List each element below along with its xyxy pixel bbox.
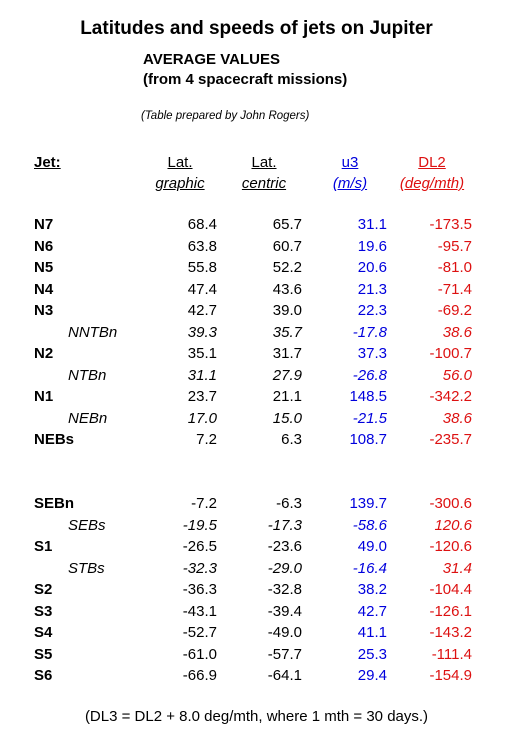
- header-u3-bottom: (m/s): [332, 175, 368, 192]
- table-row: [0, 388, 513, 410]
- jet-name: N4: [34, 280, 54, 298]
- lat-graphic-value: 31.1: [187, 366, 217, 384]
- table-row: [0, 324, 513, 346]
- table-row: [0, 216, 513, 238]
- dl2-value: -111.4: [431, 645, 472, 663]
- lat-centric-value: -39.4: [267, 602, 302, 620]
- lat-centric-value: 39.0: [272, 302, 302, 319]
- jet-name: S6: [34, 667, 53, 684]
- lat-graphic-value: 42.7: [187, 302, 217, 319]
- dl2-value: -120.6: [429, 538, 472, 555]
- lat-centric-value: -64.1: [267, 667, 302, 684]
- lat-centric-value: 43.6: [272, 280, 302, 298]
- dl2-value: -100.7: [429, 345, 472, 362]
- lat-centric-value: 65.7: [272, 216, 302, 233]
- u3-value: 108.7: [349, 431, 387, 448]
- table-row: [0, 624, 513, 646]
- table-row: [0, 560, 513, 582]
- subtitle-average: AVERAGE VALUES: [143, 51, 280, 68]
- header-lat-centric-top: Lat.: [251, 154, 277, 171]
- lat-graphic-value: 23.7: [187, 388, 217, 405]
- lat-graphic-value: -43.1: [182, 602, 217, 620]
- u3-value: 38.2: [357, 581, 387, 598]
- header-u3-top: u3: [341, 154, 359, 171]
- u3-value: 29.4: [357, 667, 387, 684]
- header-lat-graphic-top: Lat.: [167, 154, 193, 171]
- credit-line: (Table prepared by John Rogers): [141, 110, 310, 122]
- lat-centric-value: -49.0: [267, 624, 302, 641]
- jet-name: S3: [34, 602, 53, 620]
- dl2-value: -126.1: [429, 602, 472, 620]
- dl2-value: -300.6: [429, 495, 472, 512]
- lat-graphic-value: -61.0: [182, 645, 217, 663]
- table-row: [0, 259, 513, 281]
- dl2-value: -71.4: [437, 280, 472, 298]
- lat-graphic-value: -19.5: [182, 516, 217, 534]
- jet-name: S1: [34, 538, 53, 555]
- lat-graphic-value: 63.8: [187, 237, 217, 255]
- dl2-value: -154.9: [429, 667, 472, 684]
- lat-graphic-value: -52.7: [182, 624, 217, 641]
- footnote: (DL3 = DL2 + 8.0 deg/mth, where 1 mth = 30 days.): [84, 708, 429, 725]
- lat-centric-value: 31.7: [272, 345, 302, 362]
- dl2-value: 38.6: [442, 409, 472, 427]
- table-row: [0, 538, 513, 560]
- jet-name: SEBn: [34, 495, 75, 512]
- subtitle-missions: (from 4 spacecraft missions): [143, 71, 348, 88]
- lat-graphic-value: 39.3: [187, 323, 217, 341]
- table-row: [0, 603, 513, 625]
- header-dl2-bottom: (deg/mth): [399, 175, 465, 192]
- table-row: [0, 238, 513, 260]
- table-row: [0, 431, 513, 453]
- u3-value: 139.7: [349, 495, 387, 512]
- table-row: [0, 667, 513, 689]
- u3-value: -17.8: [352, 323, 387, 341]
- lat-graphic-value: 17.0: [187, 409, 217, 427]
- lat-graphic-value: -7.2: [191, 495, 217, 512]
- dl2-value: -104.4: [429, 581, 472, 598]
- u3-value: -21.5: [352, 409, 387, 427]
- dl2-value: -173.5: [429, 216, 472, 233]
- table-row: [0, 581, 513, 603]
- table-row: [0, 345, 513, 367]
- table-row: [0, 517, 513, 539]
- lat-graphic-value: -26.5: [182, 538, 217, 555]
- jet-name: N3: [34, 302, 54, 319]
- lat-graphic-value: -32.3: [182, 559, 217, 577]
- jet-name: NNTBn: [68, 323, 118, 341]
- lat-graphic-value: -36.3: [182, 581, 217, 598]
- dl2-value: -95.7: [437, 237, 472, 255]
- u3-value: -58.6: [352, 516, 387, 534]
- dl2-value: -81.0: [437, 259, 472, 276]
- jet-name: NEBn: [68, 409, 108, 427]
- dl2-value: 31.4: [442, 559, 472, 577]
- u3-value: 22.3: [357, 302, 387, 319]
- dl2-value: -69.2: [437, 302, 472, 319]
- lat-centric-value: 27.9: [272, 366, 302, 384]
- u3-value: 148.5: [349, 388, 387, 405]
- table-row: [0, 302, 513, 324]
- jet-name: STBs: [68, 559, 105, 577]
- jet-name: N5: [34, 259, 54, 276]
- u3-value: -16.4: [352, 559, 387, 577]
- lat-centric-value: 60.7: [272, 237, 302, 255]
- lat-centric-value: 21.1: [272, 388, 302, 405]
- lat-centric-value: -32.8: [267, 581, 302, 598]
- header-lat-graphic-bottom: graphic: [155, 175, 205, 192]
- table-row: [0, 495, 513, 517]
- table-row: [0, 367, 513, 389]
- lat-centric-value: 15.0: [272, 409, 302, 427]
- header-jet: Jet:: [34, 154, 61, 171]
- u3-value: 42.7: [357, 602, 387, 620]
- u3-value: -26.8: [352, 366, 387, 384]
- lat-centric-value: -23.6: [267, 538, 302, 555]
- jet-name: S4: [34, 624, 53, 641]
- u3-value: 49.0: [357, 538, 387, 555]
- u3-value: 20.6: [357, 259, 387, 276]
- lat-graphic-value: 68.4: [187, 216, 217, 233]
- lat-graphic-value: 47.4: [187, 280, 217, 298]
- dl2-value: 56.0: [442, 366, 472, 384]
- lat-graphic-value: 35.1: [187, 345, 217, 362]
- lat-centric-value: -17.3: [267, 516, 302, 534]
- u3-value: 21.3: [357, 280, 387, 298]
- lat-centric-value: -6.3: [276, 495, 302, 512]
- jet-name: S5: [34, 645, 53, 663]
- jet-name: N2: [34, 345, 54, 362]
- dl2-value: 120.6: [434, 516, 472, 534]
- u3-value: 25.3: [357, 645, 387, 663]
- lat-graphic-value: 55.8: [187, 259, 217, 276]
- lat-graphic-value: -66.9: [182, 667, 217, 684]
- dl2-value: -235.7: [429, 431, 472, 448]
- u3-value: 37.3: [357, 345, 387, 362]
- table-row: [0, 281, 513, 303]
- page-title: Latitudes and speeds of jets on Jupiter: [80, 18, 433, 39]
- header-lat-centric-bottom: centric: [241, 175, 287, 192]
- table-row: [0, 410, 513, 432]
- lat-centric-value: 6.3: [281, 431, 302, 448]
- lat-centric-value: 35.7: [272, 323, 302, 341]
- jet-name: N6: [34, 237, 54, 255]
- jet-name: S2: [34, 581, 53, 598]
- dl2-value: 38.6: [442, 323, 472, 341]
- jet-name: N7: [34, 216, 54, 233]
- jet-name: N1: [34, 388, 54, 405]
- lat-centric-value: -57.7: [267, 645, 302, 663]
- lat-centric-value: 52.2: [272, 259, 302, 276]
- header-dl2-top: DL2: [418, 154, 446, 171]
- dl2-value: -143.2: [429, 624, 472, 641]
- lat-graphic-value: 7.2: [196, 431, 217, 448]
- u3-value: 19.6: [357, 237, 387, 255]
- dl2-value: -342.2: [429, 388, 472, 405]
- jet-name: NTBn: [68, 366, 107, 384]
- u3-value: 41.1: [357, 624, 387, 641]
- jet-name: SEBs: [68, 516, 106, 534]
- table-row: [0, 646, 513, 668]
- lat-centric-value: -29.0: [267, 559, 302, 577]
- u3-value: 31.1: [357, 216, 387, 233]
- jet-name: NEBs: [34, 431, 75, 448]
